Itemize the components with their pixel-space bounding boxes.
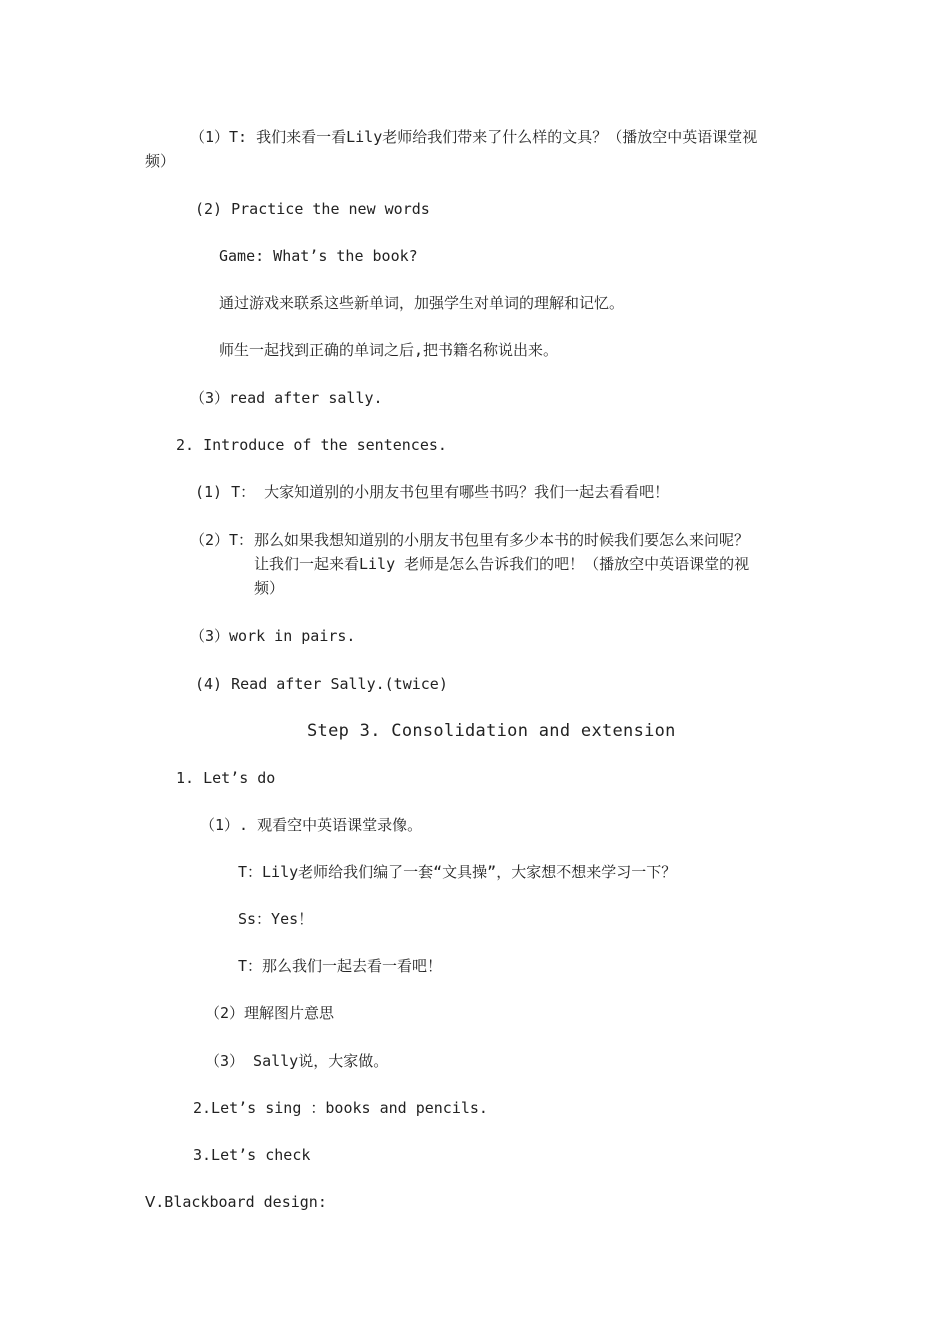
text-line: 2.Let’s sing ：books and pencils. xyxy=(193,1099,488,1117)
text-line: Game: What’s the book? xyxy=(219,247,418,265)
text-line: 2. Introduce of the sentences. xyxy=(176,436,447,454)
text-line: 3.Let’s check xyxy=(193,1146,311,1164)
text-line: Ss：Yes！ xyxy=(238,910,314,928)
text-line: (1) T： 大家知道别的小朋友书包里有哪些书吗？我们一起去看看吧！ xyxy=(195,483,670,501)
text-line: （2）理解图片意思 xyxy=(205,1004,335,1022)
text-line: （1）. 观看空中英语课堂录像。 xyxy=(200,816,423,834)
text-line: 那么如果我想知道别的小朋友书包里有多少本书的时候我们要怎么来问呢？ xyxy=(254,531,750,549)
section-heading: Step 3. Consolidation and extension xyxy=(307,721,676,741)
text-line: 频） xyxy=(254,579,285,597)
text-line: （3）work in pairs. xyxy=(190,627,356,645)
text-line: T：Lily老师给我们编了一套“文具操”，大家想不想来学习一下？ xyxy=(238,863,677,881)
text-line: (4) Read after Sally.(twice) xyxy=(195,675,448,693)
section-heading: Ⅴ.Blackboard design: xyxy=(145,1193,327,1211)
text-line: 让我们一起来看Lily 老师是怎么告诉我们的吧！（播放空中英语课堂的视 xyxy=(254,555,750,573)
text-line: （2）T： xyxy=(190,531,254,549)
text-line: （1）T: 我们来看一看Lily老师给我们带来了什么样的文具？（播放空中英语课堂视 xyxy=(190,128,758,146)
text-line: 1. Let’s do xyxy=(176,769,276,787)
text-line: 师生一起找到正确的单词之后,把书籍名称说出来。 xyxy=(219,341,559,359)
text-line: (2) Practice the new words xyxy=(195,200,430,218)
text-line: T：那么我们一起去看一看吧！ xyxy=(238,957,443,975)
text-line: （3） Sally说，大家做。 xyxy=(205,1052,389,1070)
text-line: （3）read after sally. xyxy=(190,389,383,407)
text-line: 通过游戏来联系这些新单词，加强学生对单词的理解和记忆。 xyxy=(219,294,625,312)
text-line: 频） xyxy=(145,152,176,170)
